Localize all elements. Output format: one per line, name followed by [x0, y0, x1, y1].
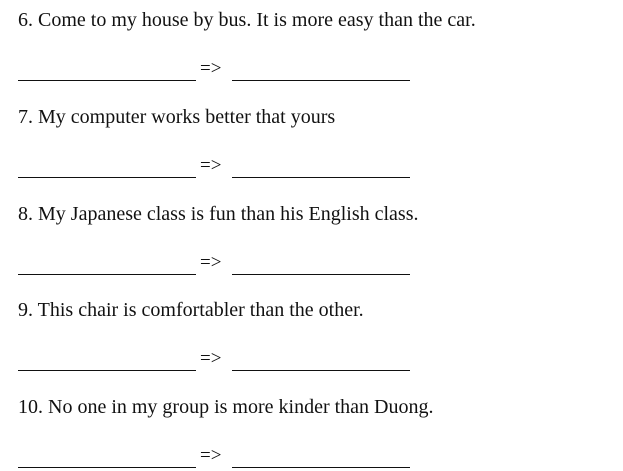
exercise-sentence: 6. Come to my house by bus. It is more easy than the car. [18, 9, 476, 31]
arrow-symbol: => [200, 348, 222, 369]
answer-blank-left[interactable] [18, 274, 196, 275]
answer-row [18, 444, 418, 468]
answer-blank-right[interactable] [232, 467, 410, 468]
answer-blank-right[interactable] [232, 370, 410, 371]
answer-blank-right[interactable] [232, 80, 410, 81]
arrow-symbol: => [200, 155, 222, 176]
answer-row [18, 57, 418, 81]
exercise-sentence: 8. My Japanese class is fun than his English class. [18, 203, 419, 225]
answer-row [18, 154, 418, 178]
exercise-sentence: 7. My computer works better that yours [18, 106, 336, 128]
answer-blank-left[interactable] [18, 467, 196, 468]
arrow-symbol: => [200, 445, 222, 466]
answer-blank-left[interactable] [18, 80, 196, 81]
arrow-symbol: => [200, 58, 222, 79]
answer-row [18, 251, 418, 275]
answer-blank-right[interactable] [232, 177, 410, 178]
exercise-sentence: 9. This chair is comfortabler than the other. [18, 299, 364, 321]
exercise-sentence: 10. No one in my group is more kinder than Duong. [18, 396, 434, 418]
answer-blank-right[interactable] [232, 274, 410, 275]
answer-row [18, 347, 418, 371]
answer-blank-left[interactable] [18, 177, 196, 178]
arrow-symbol: => [200, 252, 222, 273]
answer-blank-left[interactable] [18, 370, 196, 371]
